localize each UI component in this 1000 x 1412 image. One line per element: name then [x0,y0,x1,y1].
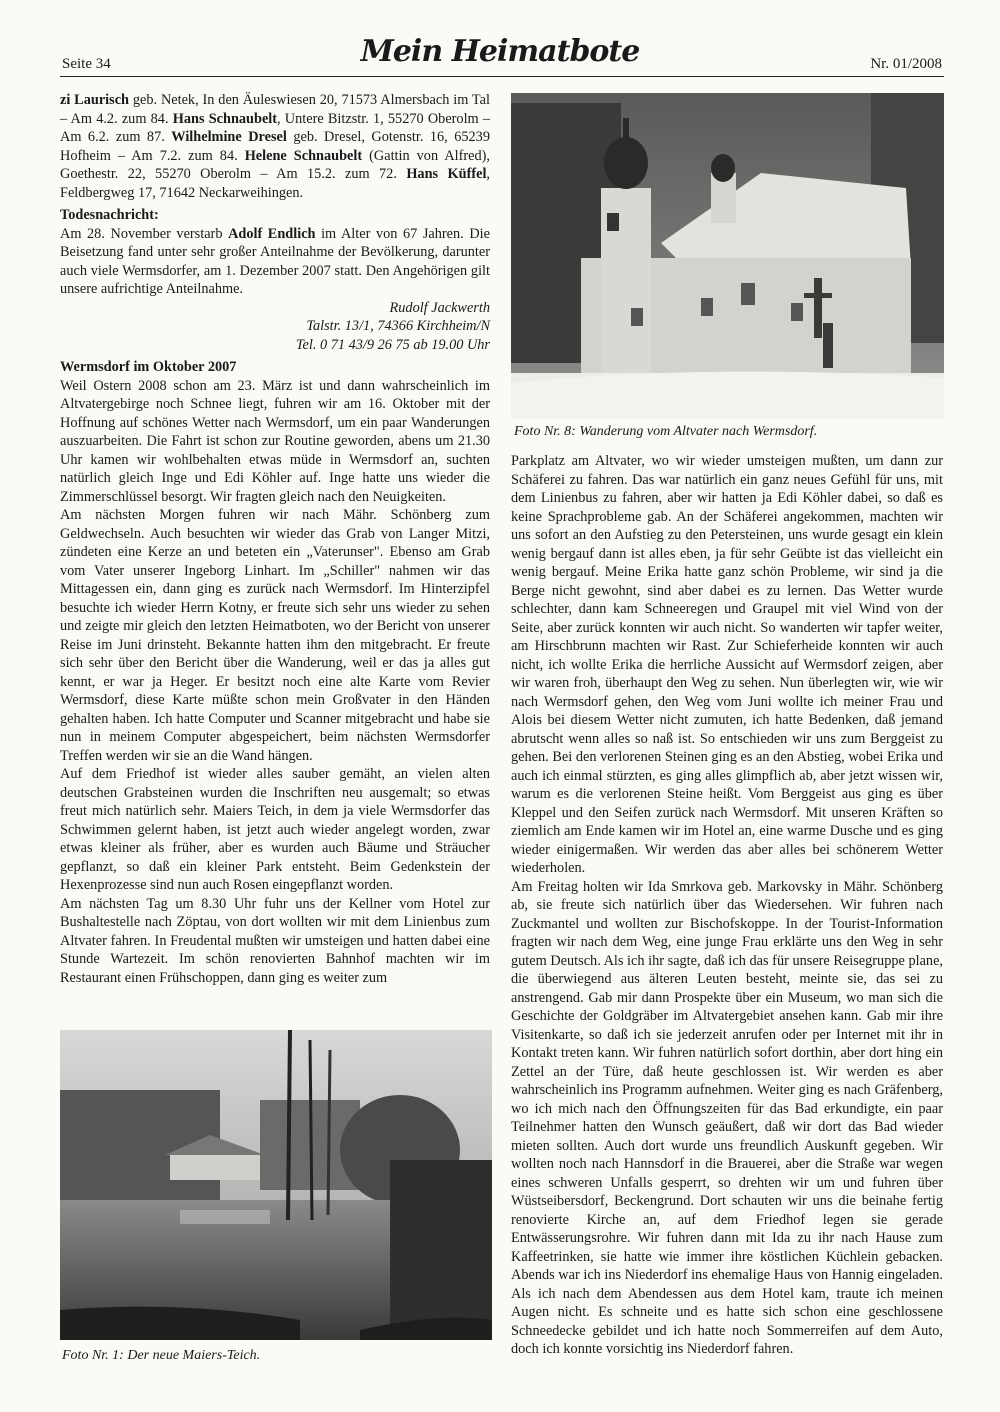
text-segment: , Untere Bitzstr. 1, 55270 Oberolm – Am 6.2. zum 87. [60,110,491,145]
paragraph: Parkplatz am Altvater, wo wir wieder umsteigen mußten, um dann zur Schäferei zu fahren. Das war natürlich ein ganz neues Gefühl für uns, mit dem Linienbus zu fahren, aber wir hatten ja Edi Köhler dabei, so daß es keine Sprachprobleme gab. An der Schäferei angekommen, machten wir uns sofort an den Aufstieg zu den Petersteinen, uns wurde gesagt ein klein wenig bergauf dann ist alles eben, ja für sehr Geübte ist das vielleicht ein wenig bergauf. Meine Erika hatte ganz schön Probleme, wir sind ja die Berge nicht gewohnt, sind aber dabei es zu lernen. Das Wetter wurde schlechter, dann kam Schneeregen und Graupel mit viel Wind von der Seite, aber zurück konnten wir auch nicht. So wanderten wir tapfer weiter, am Hirschbrunn machten wir Rast. Zur Schieferheide konnten wir auch nicht, ich wollte Erika die herrliche Aussicht auf Wermsdorf zeigen, aber wir waren froh, überhaupt den Weg zu sehen. Nun überlegten wir, wie wir nach Wermsdorf gehen, den Weg vom Juni wollte ich meiner Frau und Alois bei diesem Wetter nicht zumuten, ich hatte Bedenken, daß jemand abrutscht wenn alles so naß ist. So entschieden wir uns zum Berggeist zu gehen. Bei den verlorenen Steinen ging es an den Abstieg, wobei Erika und auch ich einmal stürzten, es ging alles glimpflich ab, aber jetzt wissen wir, warum es die verlorenen Steine heißt. Vom Berggeist aus ging es über Kleppel und den Seifen zurück nach Wermsdorf. Mit unseren Kräften so ziemlich am Ende kamen wir im Hotel an, eine warme Dusche und es ging wieder einigermaßen. Wir werden das aber alles bei schönerem Wetter wiederholen. [511,453,943,876]
issue-number: Nr. 01/2008 [870,56,942,72]
paragraph: Auf dem Friedhof ist wieder alles sauber gemäht, an vielen alten deutschen Grabsteinen wurden die Inschriften neu ausgemalt; so etwas freut mich natürlich sehr. Maiers Teich, in dem ja viele Wermsdorfer das Schwimmen gelernt haben, ist jetzt auch wieder angelegt worden, zwar etwas kleiner als früher, aber es wurden auch Bäume und Sträucher gepflanzt, so daß ein kleiner Park entsteht. Beim Gedenkstein der Hexenprozesse sind nun auch Rosen eingepflanzt worden. [60,766,490,893]
deceased-name: Adolf Endlich [228,225,316,242]
photo-church [511,93,944,418]
death-notice: Am 28. November verstarb Adolf Endlich im Alter von 67 Jahren. Die Beisetzung fand unter sehr großer Anteilnahme der Bevölkerung, darunter auch viele Wermsdorfer, am 1. Dezember 2007 statt. Den Angehörigen gilt unsere aufrichtige Anteilnahme. [60,225,490,297]
death-heading: Todesnachricht: [60,207,159,223]
left-column [60,91,490,987]
person-name: Helene Schnaubelt [244,147,363,164]
masthead-title: Mein Heimatbote [360,34,640,69]
text-segment: geb. Dresel, Gotenstr. 16, 65239 Hofheim – Am 7.2. zum 84. [60,129,490,164]
person-name: Hans Küffel [406,166,487,182]
right-column [511,452,943,1359]
text-segment: , Feldbergweg 17, 71642 Neckarweihingen. [60,166,490,201]
signature-name: Rudolf Jackwerth [389,299,490,316]
signature-address: Talstr. 13/1, 74366 Kirchheim/N [306,318,490,334]
person-name: Wilhelmine Dresel [171,129,287,145]
photo-pond-caption: Foto Nr. 1: Der neue Maiers-Teich. [62,1348,261,1363]
paragraph: Weil Ostern 2008 schon am 23. März ist und dann wahrscheinlich im Altvatergebirge noch Schnee liegt, fuhren wir am 16. Oktober mit der Hoffnung auf schönes Wetter nach Wermsdorf, um ein paar Wanderungen auszuarbeiten. Die Fahrt ist schon zur Routine geworden, abens um 21.30 Uhr kamen wir wohlbehalten etwas müde in Wermsdorf an, suchten natürlich gleich Inge und Edi Köhler auf. Inge hatte uns wieder die Zimmerschlüssel besorgt. Wir fragten gleich nach den Neuigkeiten. [60,377,490,505]
article-heading: Wermsdorf im Oktober 2007 [60,359,237,375]
photo-church-caption: Foto Nr. 8: Wanderung vom Altvater nach Wermsdorf. [514,424,818,439]
photo-pond [60,1030,492,1340]
text-segment: geb. Netek, In den Äuleswiesen 20, 71573 Almersbach im Tal – Am 4.2. zum 84. [60,92,490,127]
paragraph: Am nächsten Tag um 8.30 Uhr fuhr uns der Kellner vom Hotel zur Bushaltestelle nach Zöptau, von dort wollten wir mit dem Linienbus zum Altvater fahren. In Freudental mußten wir umsteigen und hatten dabei eine Stunde Wartezeit. Im schön renovierten Bahnhof machten wir im Restaurant einen Frühschoppen, dann ging es weiter zum [60,895,490,986]
person-name: zi Laurisch [60,92,129,108]
text-segment: (Gattin von Alfred), Goethestr. 22, 55270 Oberolm – Am 15.2. zum 72. [60,147,490,182]
person-name: Hans Schnaubelt [172,110,278,127]
paragraph: Am Freitag holten wir Ida Smrkova geb. Markovsky in Mähr. Schönberg ab, sie freute sich natürlich über das Wiedersehen. Wir fuhren nach Zuckmantel und wollten zur Bischofskoppe. In der Tourist-Information fragten wir nach dem Weg, eine junge Frau erklärte uns den Weg in sehr gutem Deutsch. Als ich ihr sagte, daß ich das für unsere Reisegruppe plane, die überwiegend aus älteren Leuten besteht, meinte sie, das sei zu anstrengend. Gab mir dann Prospekte über ein Museum, wo man sich die Geschichte der Goldgräber im Altvatergebiet ansehen kann. Gab mir ihre Visitenkarte, so daß ich sie jederzeit anrufen oder per Internet mit ihr in Kontakt treten kann. Wir fuhren natürlich sofort dorthin, aber dort hing ein Zettel an der Türe, daß heute geschlossen ist. Wir werden es aber wahrscheinlich ins Programm aufnehmen. Weiter ging es nach Gräfenberg, wo ich mich nach den Öffnungszeiten für das Bad erkundigte, ein paar Teilnehmer hatten den Wunsch geäußert, daß wir dort das Bad wieder mieten sollten. Auch dort wurde uns freundlich Auskunft gegeben. Wir wollten noch nach Hannsdorf in die Brauerei, aber die Straße war wegen eines schweren Unfalls gesperrt, so drehten wir um und fuhren über Wüstseibersdorf, Beckengrund. Dort schauten wir uns die beinahe fertig renovierte Kirche an, auf dem Friedhof legen sie gerade Entwässerungsrohre. Wir fuhren dann mit Ida zu ihr nach Hause zum Kaffeetrinken, sie hatte wie immer ihre köstlichen Küchlein gebacken. Abends war ich ins Niederdorf ins ehemalige Haus von Hannig eingeladen. Als ich nach dem Abendessen aus dem Hotel kam, traute ich meinen Augen nicht. Es schneite und es hatte sich schon eine geschlossene Schneedecke gebildet und ich hatte noch Sommerreifen auf dem Auto, doch ich konnte vorsichtig ins Niederdorf fahren. [511,878,943,1357]
birthday-list [60,91,490,202]
page-number: Seite 34 [62,56,111,72]
signature-phone: Tel. 0 71 43/9 26 75 ab 19.00 Uhr [295,336,490,353]
paragraph: Am nächsten Morgen fuhren wir nach Mähr. Schönberg zum Geldwechseln. Auch besuchten wir wieder das Grab von Langer Mitzi, zündeten eine Kerze an und beteten ein „Vaterunser". Ebenso am Grab vom Vater unserer Ingeborg Linhart. Im „Schiller" nahmen wir das Mittagessen ein, dann ging es zurück nach Wermsdorf. Im Hinterzipfel besuchte ich wieder Herrn Kotny, er freute sich sehr uns wieder zu sehen und zeigte mir gleich den letzten Heimatboten, wo der Bericht von unserer Reise im Juni drinsteht. Bekannte hatten ihm den mitgebracht. Er freute sich sehr über den Bericht über die Wanderung, weil er das ja alles gut kennt, er war ja Heger. Er besitzt noch eine alte Karte vom Revier Wermsdorf, diese Karte müßte schon mein Großvater in den Händen gehalten haben. Ich hatte Computer und Scanner mitgebracht und habe sie nun in meinem Computer abgespeichert, beim nächsten Wermsdorfer Treffen werden wir sie an die Wand hängen. [60,507,490,764]
header-rule [60,76,944,77]
